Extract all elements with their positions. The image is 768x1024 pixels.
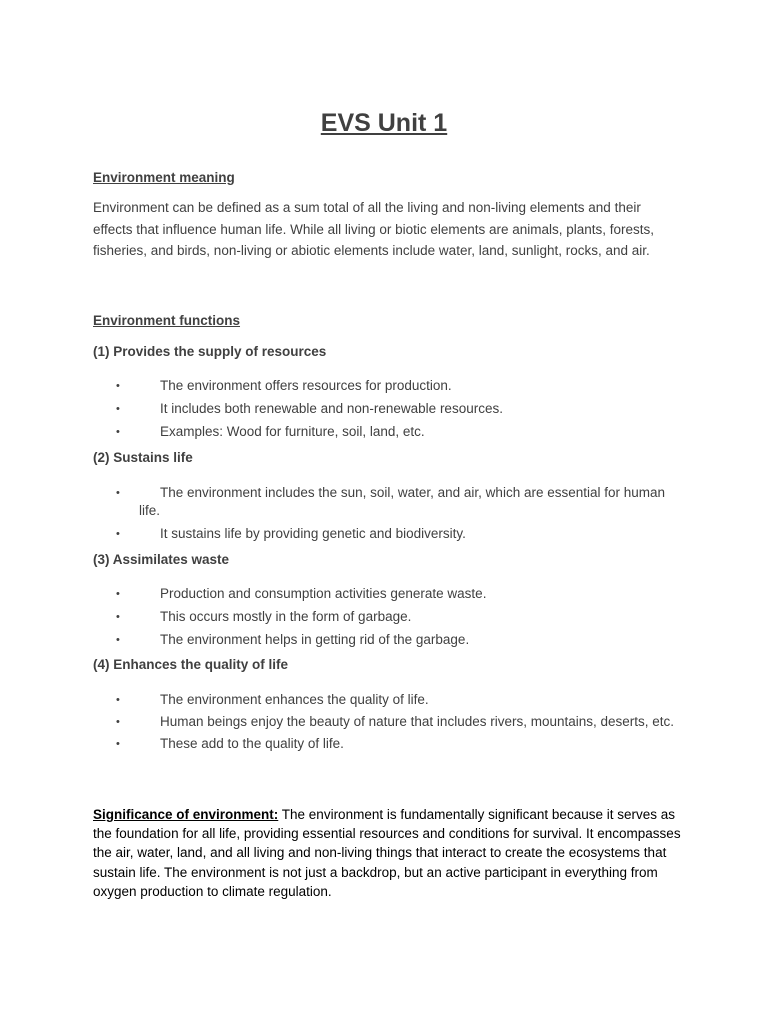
list-item — [93, 691, 683, 709]
list-item-text: This occurs mostly in the form of garbage. — [160, 609, 412, 624]
bullet-icon: • — [116, 403, 120, 415]
significance-block — [93, 805, 683, 901]
significance-paragraph — [93, 805, 683, 901]
function-4-list-block — [93, 691, 683, 753]
function-1-list — [93, 377, 683, 441]
list-item — [93, 585, 683, 603]
function-3-list — [93, 585, 683, 649]
bullet-icon: • — [116, 487, 120, 499]
list-item — [93, 423, 683, 441]
list-item-text: The environment enhances the quality of life. — [160, 692, 429, 707]
list-item — [93, 377, 683, 395]
function-2-heading-block — [93, 449, 683, 467]
function-3-heading: (3) Assimilates waste — [93, 552, 230, 567]
list-item — [93, 484, 683, 520]
bullet-icon: • — [116, 694, 120, 706]
function-4-heading-block — [93, 656, 683, 674]
document-title: EVS Unit 1 — [320, 109, 448, 137]
list-item — [93, 525, 683, 543]
function-2-list — [93, 484, 683, 543]
meaning-heading: Environment meaning — [93, 170, 235, 185]
list-item-text: It sustains life by providing genetic and biodiversity. — [160, 526, 466, 541]
function-1-list-block — [93, 377, 683, 441]
meaning-paragraph: Environment can be defined as a sum total of all the living and non-living elements and their effects that influence human life. While all living or biotic elements are animals, plants, forests, fisheries, and birds, non-living or abiotic elements include water, land, sunlight, rocks, and air. — [93, 200, 655, 259]
list-item-text: The environment includes the sun, soil, water, and air, which are essential for human life. — [139, 485, 666, 518]
bullet-icon: • — [116, 588, 120, 600]
bullet-icon: • — [116, 426, 120, 438]
list-item — [93, 631, 683, 649]
functions-heading-block — [93, 312, 683, 330]
list-item — [93, 400, 683, 418]
bullet-icon: • — [116, 380, 120, 392]
function-4-list — [93, 691, 683, 753]
meaning-section — [93, 169, 683, 187]
function-3-list-block — [93, 585, 683, 649]
function-2-list-block — [93, 484, 683, 543]
list-item — [93, 713, 683, 731]
list-item-text: Production and consumption activities generate waste. — [160, 586, 487, 601]
bullet-icon: • — [116, 716, 120, 728]
list-item-text: The environment helps in getting rid of the garbage. — [160, 632, 470, 647]
function-4-heading: (4) Enhances the quality of life — [93, 657, 289, 672]
list-item-text: Examples: Wood for furniture, soil, land, etc. — [160, 424, 425, 439]
bullet-icon: • — [116, 634, 120, 646]
list-item — [93, 608, 683, 626]
bullet-icon: • — [116, 738, 120, 750]
list-item-text: Human beings enjoy the beauty of nature that includes rivers, mountains, deserts, etc. — [160, 714, 675, 729]
list-item-text: These add to the quality of life. — [160, 736, 344, 751]
function-1-heading-block — [93, 343, 683, 361]
significance-lead: Significance of environment: — [93, 807, 279, 822]
function-3-heading-block — [93, 551, 683, 569]
list-item — [93, 735, 683, 753]
functions-heading: Environment functions — [93, 313, 241, 328]
bullet-icon: • — [116, 528, 120, 540]
significance-text: The environment is fundamentally significant because it serves as the foundation for all life, providing essential resources and conditions for survival. It encompasses the air, water, land, and all living and non-living things that interact to create the ecosystems that sustain life. The environment is not just a backdrop, but an active participant in everything from oxygen production to climate regulation. — [93, 807, 681, 899]
list-item-text: The environment offers resources for production. — [160, 378, 452, 393]
function-2-heading: (2) Sustains life — [93, 450, 193, 465]
list-item-text: It includes both renewable and non-renewable resources. — [160, 401, 503, 416]
function-1-heading: (1) Provides the supply of resources — [93, 344, 327, 359]
meaning-paragraph-block — [93, 197, 683, 262]
bullet-icon: • — [116, 611, 120, 623]
